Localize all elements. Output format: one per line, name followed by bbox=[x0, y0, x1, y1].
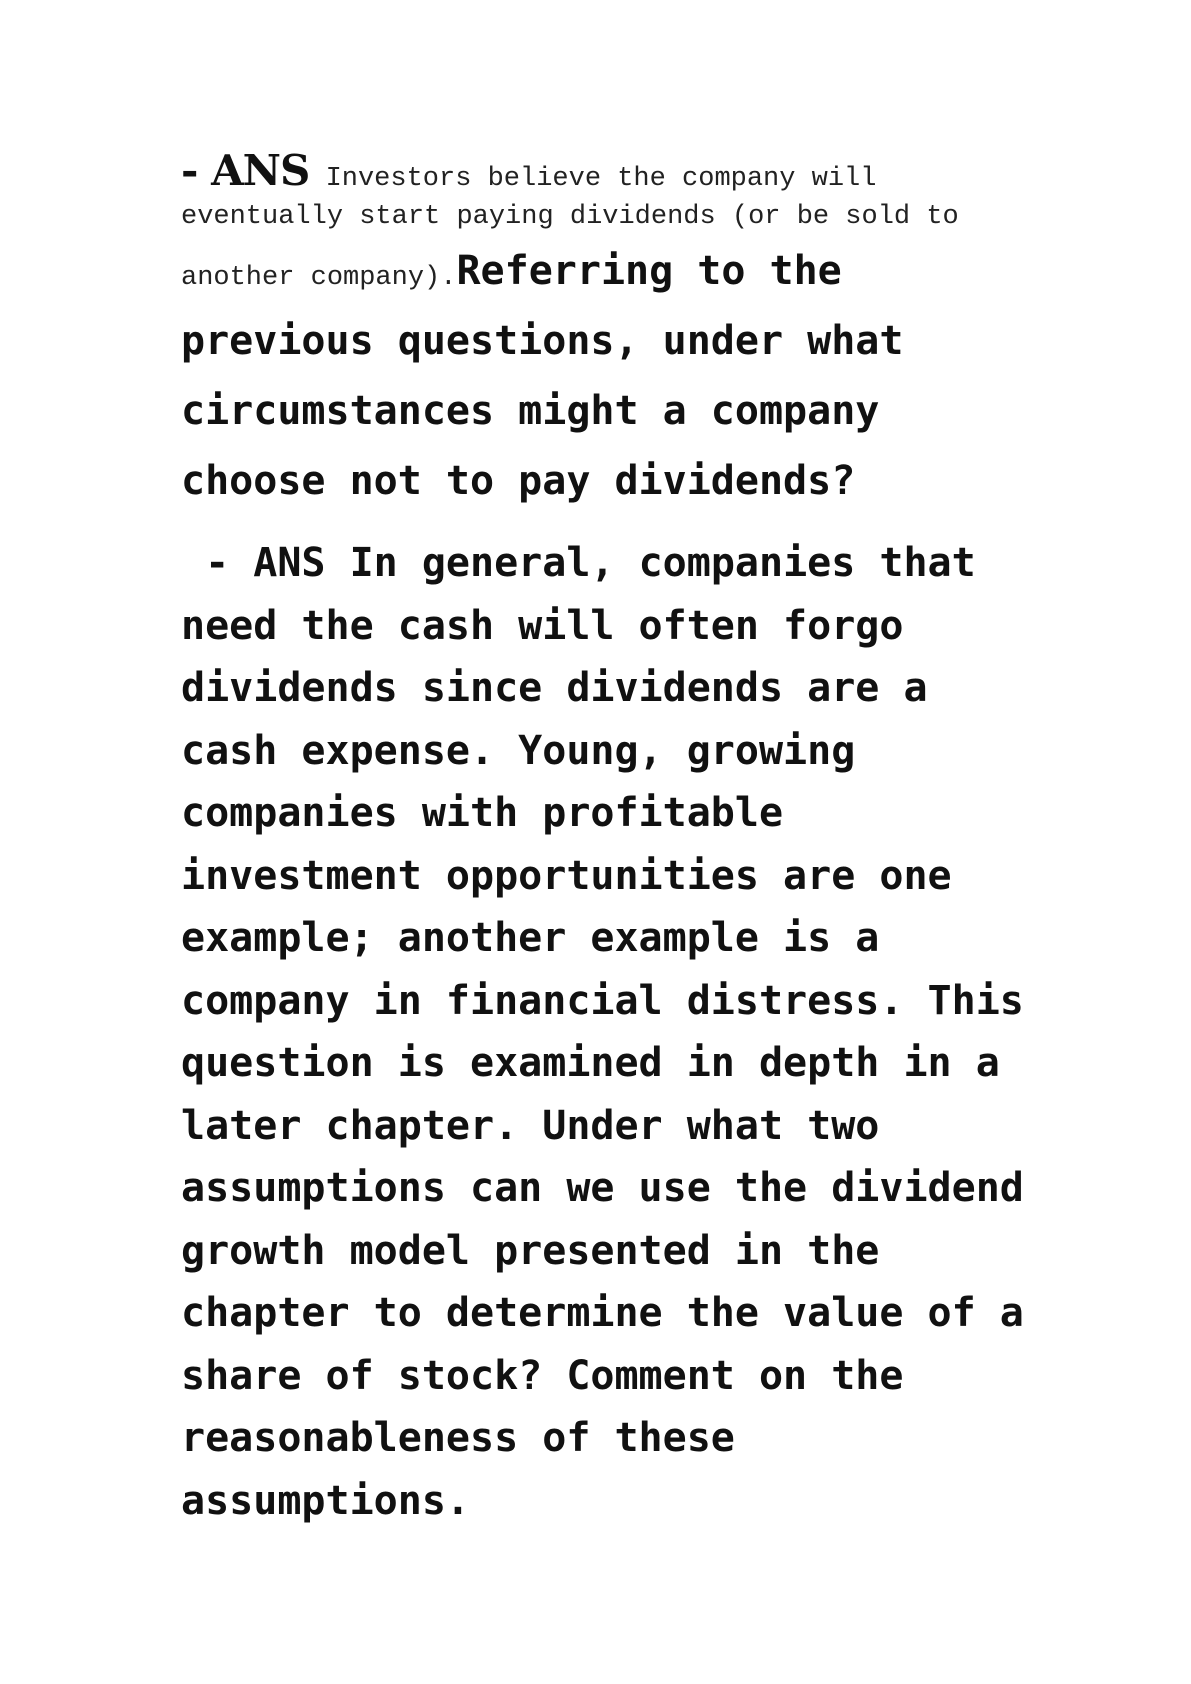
answer-1-first-line bbox=[181, 148, 1031, 194]
question-1-text: Referring to the previous questions, under what circumstances might a company choose not to pay dividends? bbox=[181, 248, 904, 504]
answer-block-1 bbox=[181, 148, 1031, 520]
answer-1-text-line-b: eventually start paying dividends (or be sold to bbox=[181, 202, 959, 232]
answer-1-text-line-a: Investors believe the company will bbox=[309, 164, 877, 194]
answer-1-prefix: - bbox=[181, 146, 212, 195]
answer-1-marker: ANS bbox=[211, 146, 310, 195]
answer-1-text-line-c: another company). bbox=[181, 263, 457, 293]
answer-block-2: - ANS In general, companies that need the cash will often forgo dividends since dividends are a cash expense. Young, growing companies with profitable investment opportunities are one example; another example is a company in financial distress. This question is examined in depth in a later chapter. Under what two assumptions can we use the dividend growth model presented in the chapter to determine the value of a share of stock? Comment on the reasonableness of these assumptions. bbox=[181, 540, 1048, 1524]
